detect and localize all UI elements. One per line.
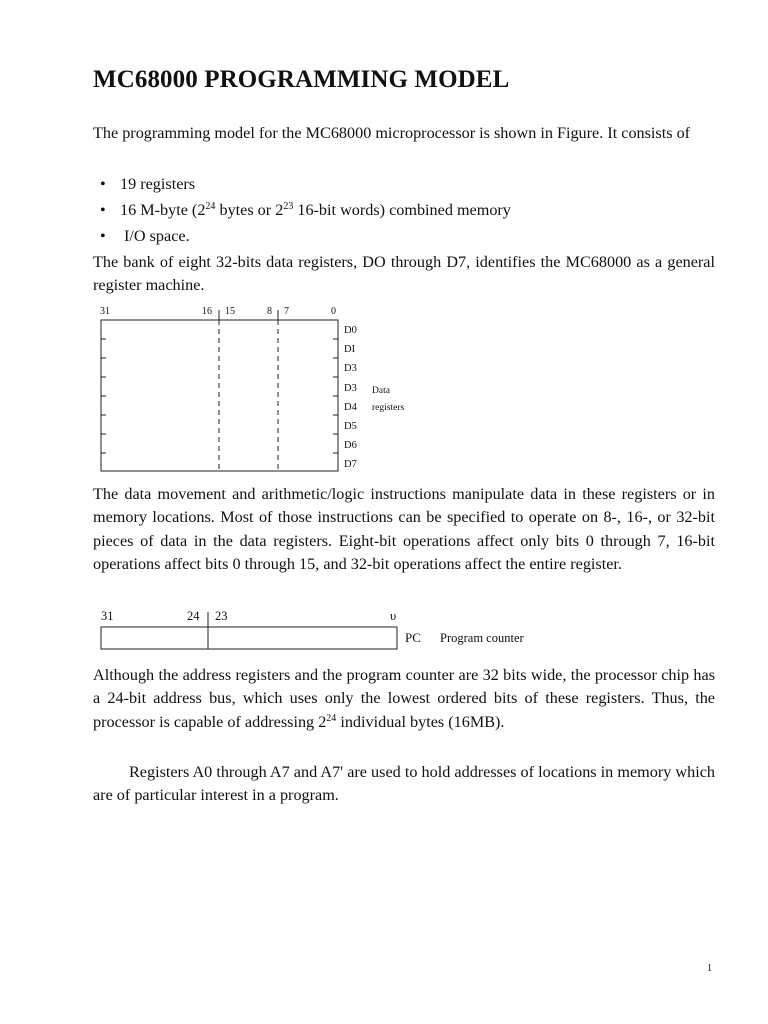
pc-register-description: Program counter — [440, 631, 524, 645]
bullet-icon: • — [100, 175, 106, 193]
address-text-pre: Although the address registers and the program counter are 32 bits wide, the processor chip has a 24-bit address bus, which uses only the lowest ordered bits of these registers. Thus, the processor is capable of addressing 2 — [93, 666, 715, 731]
pc-bit-label-24: 24 — [187, 609, 200, 623]
superscript: 24 — [326, 712, 337, 724]
data-movement-paragraph: The data movement and arithmetic/logic instructions manipulate data in these registers or in memory locations. Most of those instructions can be specified to operate on 8-, 16-, or 32-bit pieces of data in the data registers. Eight-bit operations affect only bits 0 through 7, 16-bit operations affect bits 0 through 15, and 32-bit operations affect the entire register. — [93, 485, 715, 573]
bit-label-0: 0 — [331, 306, 336, 317]
register-label-d4: D4 — [344, 402, 357, 413]
bullet-text: 19 registers — [120, 175, 196, 193]
bullet-text-post: 16-bit words) combined memory — [293, 201, 511, 219]
bullet-text: I/O space. — [124, 227, 190, 245]
group-label-data: Data — [372, 386, 390, 396]
register-label-d2: D3 — [344, 363, 357, 374]
registers-a0-a7-paragraph: Registers A0 through A7 and A7' are used to hold addresses of locations in memory which are of particular interest in a program. — [93, 763, 715, 805]
bit-label-7: 7 — [284, 306, 289, 317]
data-registers-intro: The bank of eight 32-bits data registers, DO through D7, identifies the MC68000 as a general register machine. — [93, 253, 715, 295]
register-label-d1: DI — [344, 344, 356, 355]
register-label-d5: D5 — [344, 421, 357, 432]
bit-label-31: 31 — [100, 306, 110, 317]
group-label-registers: registers — [372, 403, 405, 413]
pc-bit-label-0: υ — [390, 609, 397, 623]
bullet-icon: • — [100, 201, 106, 219]
bit-label-8: 8 — [267, 306, 272, 317]
register-label-d7: D7 — [344, 459, 357, 470]
register-label-d0: D0 — [344, 325, 357, 336]
pc-bit-label-23: 23 — [215, 609, 228, 623]
bit-label-15: 15 — [225, 306, 235, 317]
bullet-icon: • — [100, 227, 106, 245]
pc-register-outline — [101, 627, 397, 649]
address-text-post: individual bytes (16MB). — [336, 712, 505, 731]
register-label-d6: D6 — [344, 440, 357, 451]
page-number: 1 — [707, 963, 712, 974]
address-registers-paragraph — [93, 664, 715, 734]
superscript: 23 — [283, 201, 294, 212]
bullet-text-pre: 16 M-byte (2 — [120, 201, 206, 219]
page-title: MC68000 PROGRAMMING MODEL — [93, 66, 510, 93]
pc-bit-label-31: 31 — [101, 609, 114, 623]
register-label-d3: D3 — [344, 383, 357, 394]
superscript: 24 — [205, 201, 216, 212]
pc-register-name: PC — [405, 630, 421, 645]
bit-label-16: 16 — [202, 306, 212, 317]
bullet-text-mid: bytes or 2 — [215, 201, 284, 219]
intro-paragraph: The programming model for the MC68000 microprocessor is shown in Figure. It consists of — [93, 124, 691, 142]
